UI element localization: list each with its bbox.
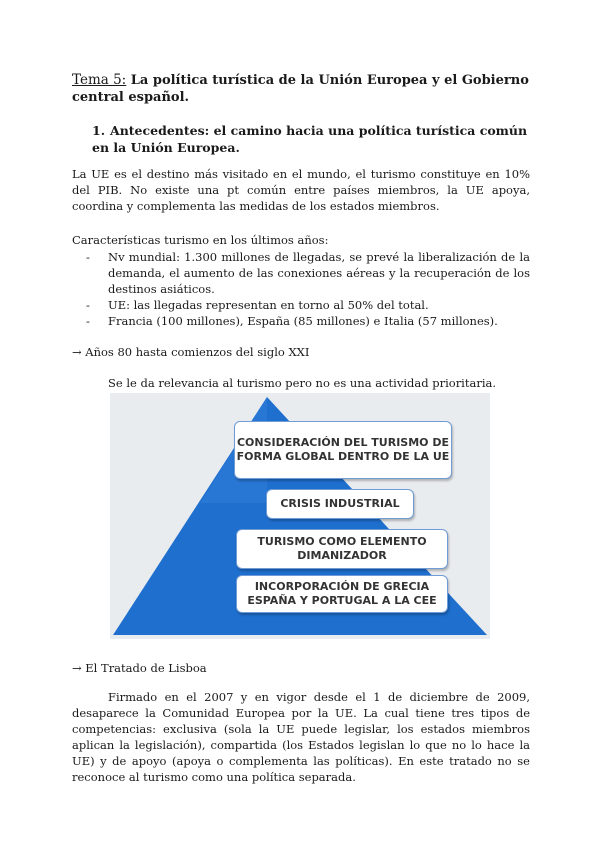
list-item: - UE: las llegadas representan en torno al 50% del total.: [72, 297, 530, 313]
pyramid-level-1: CONSIDERACIÓN DEL TURISMO DE FORMA GLOBAL DENTRO DE LA UE: [234, 421, 452, 479]
pyramid-level-3: TURISMO COMO ELEMENTO DIMANIZADOR: [236, 529, 448, 569]
period-description: Se le da relevancia al turismo pero no es una actividad prioritaria.: [108, 376, 497, 390]
lisboa-text: Firmado en el 2007 y en vigor desde el 1 de diciembre de 2009, desaparece la Comunidad Europea por la UE. La cual tiene tres tipos de competencias: exclusiva (sola la UE puede legislar, los estados miembros aplican la legislación), compartida (los Estados legislan lo que no lo hace la UE) y de apoyo (apoya o complementa las políticas). En este tratado no se reconoce al turismo como una política separada.: [72, 690, 530, 784]
lisboa-heading: → El Tratado de Lisboa: [72, 661, 207, 675]
pyramid-level-4: INCORPORACIÓN DE GRECIA ESPAÑA Y PORTUGAL A LA CEE: [236, 575, 448, 613]
period-heading: → Años 80 hasta comienzos del siglo XXI: [72, 345, 310, 359]
list-item: - Nv mundial: 1.300 millones de llegadas, se prevé la liberalización de la demanda, el aumento de las conexiones aéreas y la recuperación de los destinos asiáticos.: [72, 249, 530, 297]
tema-label: Tema 5:: [72, 72, 127, 88]
intro-paragraph: La UE es el destino más visitado en el mundo, el turismo constituye en 10% del PIB. No existe una pt común entre países miembros, la UE apoya, coordina y complementa las medidas de los estados miembros.: [72, 167, 530, 213]
title-text: La política turística de la Unión Europea y el Gobierno central español.: [72, 73, 529, 105]
characteristics-list: [72, 249, 530, 329]
lisboa-paragraph: [72, 689, 530, 785]
pyramid-level-2: CRISIS INDUSTRIAL: [266, 489, 414, 519]
page-title: [72, 72, 532, 106]
pyramid-diagram: [110, 393, 490, 639]
section-number: 1.: [92, 123, 106, 138]
list-item: - Francia (100 millones), España (85 millones) e Italia (57 millones).: [72, 313, 530, 329]
characteristics-heading: Características turismo en los últimos años:: [72, 233, 329, 247]
section-heading: [92, 122, 532, 156]
section-title: Antecedentes: el camino hacia una política turística común en la Unión Europea.: [92, 123, 528, 155]
